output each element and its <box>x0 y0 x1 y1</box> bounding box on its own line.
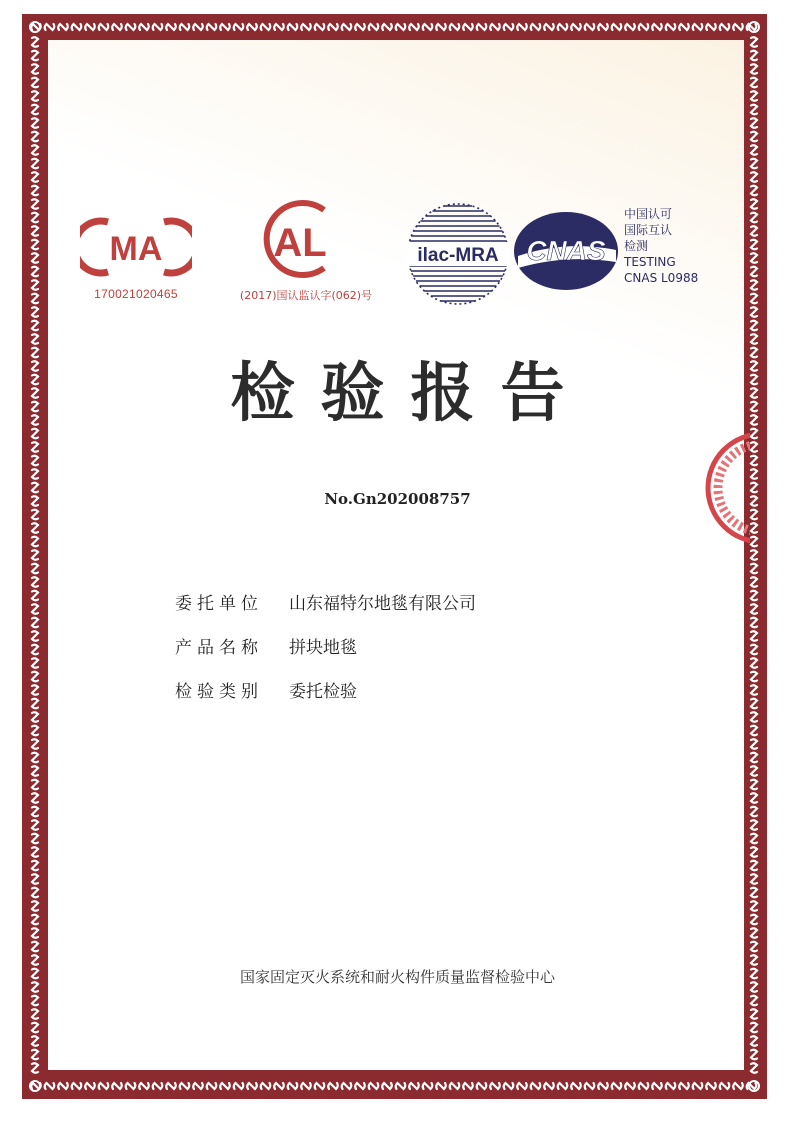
cnas-line: TESTING <box>624 255 676 269</box>
paper-area <box>48 40 744 1070</box>
cnas-accreditation-text <box>624 206 734 286</box>
issuer-name: 国家固定灭火系统和耐火构件质量监督检验中心 <box>239 968 555 986</box>
info-row-category <box>175 680 655 704</box>
info-label: 委托单位 <box>175 594 263 614</box>
cma-logo <box>80 212 192 282</box>
report-number: No.Gn202008757 <box>324 490 471 508</box>
cma-logo-text: MA <box>109 230 163 268</box>
official-seal-edge <box>700 428 750 548</box>
info-value: 委托检验 <box>289 682 357 702</box>
cma-number: 170021020465 <box>94 287 178 301</box>
cnas-logo <box>512 210 620 292</box>
info-value: 山东福特尔地毯有限公司 <box>289 594 476 614</box>
info-value: 拼块地毯 <box>289 638 357 658</box>
cal-logo <box>252 198 352 280</box>
info-label: 产品名称 <box>175 638 263 658</box>
ilac-logo-text: ilac-MRA <box>417 245 499 266</box>
ilac-mra-logo <box>404 200 512 308</box>
info-row-client <box>175 592 655 616</box>
cnas-line: 国际互认 <box>624 223 673 237</box>
report-info-fields <box>175 592 655 724</box>
cnas-logo-text: CNAS <box>526 235 606 266</box>
cnas-line: 检测 <box>624 239 649 253</box>
info-label: 检验类别 <box>175 682 263 702</box>
cnas-line: CNAS L0988 <box>624 271 699 285</box>
cnas-line: 中国认可 <box>624 207 673 221</box>
cal-number: (2017)国认监认字(062)号 <box>239 289 373 302</box>
report-title: 检验报告 <box>230 357 591 431</box>
cal-logo-text: AL <box>273 221 327 265</box>
info-row-product <box>175 636 655 660</box>
